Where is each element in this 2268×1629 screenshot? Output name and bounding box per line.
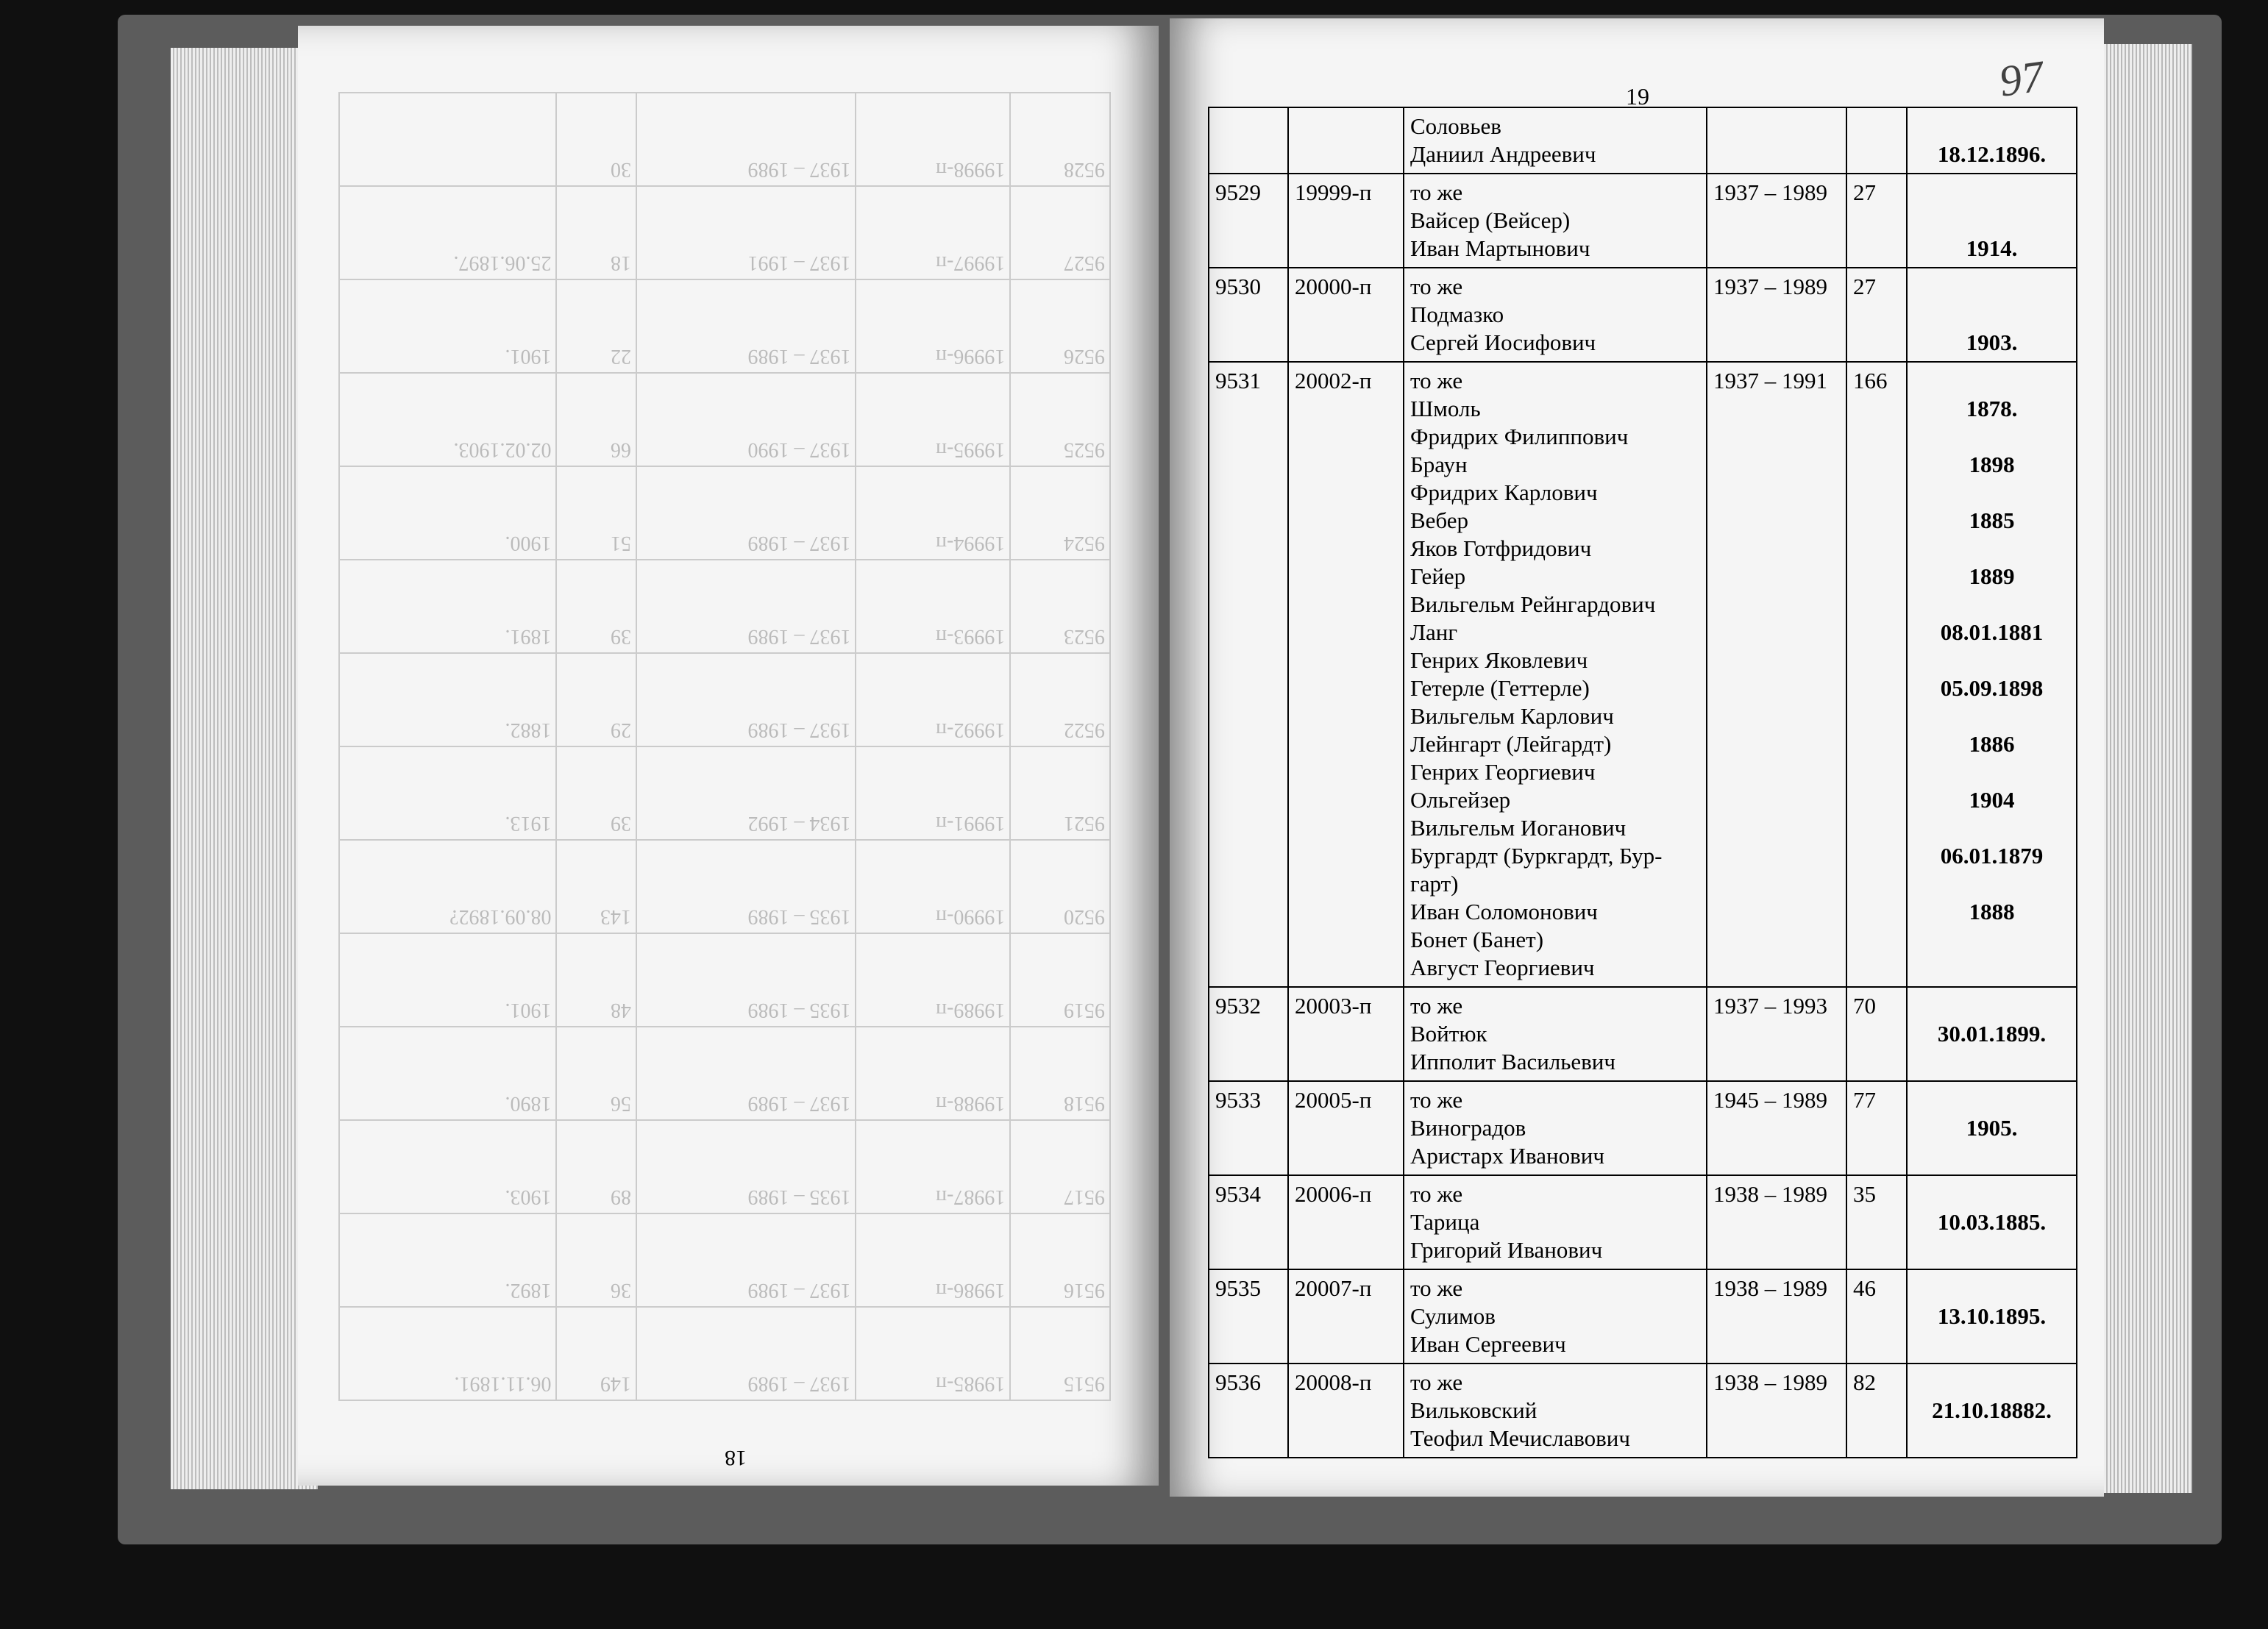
birth-date-line	[1913, 423, 2070, 451]
name-line: Август Георгиевич	[1410, 955, 1595, 980]
name-line: Сулимов	[1410, 1303, 1496, 1329]
birth-date-line	[1913, 591, 2070, 619]
name-line: то же	[1410, 1369, 1463, 1395]
ghost-count-cell: 36	[556, 1213, 636, 1307]
name-line: Соловьев	[1410, 113, 1501, 139]
sheet-count-cell: 70	[1846, 987, 1907, 1081]
name-line: Аристарх Иванович	[1410, 1143, 1604, 1169]
name-line: Тарица	[1410, 1209, 1480, 1235]
name-line: гарт)	[1410, 871, 1459, 897]
sheet-count-cell: 77	[1846, 1081, 1907, 1175]
years-cell: 1938 – 1989	[1707, 1364, 1846, 1458]
ghost-case-cell: 19992-п	[856, 653, 1010, 746]
birth-date-line	[1913, 479, 2070, 507]
ghost-case-cell: 19998-п	[856, 93, 1010, 186]
page-edges-right	[2097, 44, 2192, 1493]
ghost-row	[339, 279, 1110, 373]
birth-date-line	[1913, 870, 2070, 898]
name-line: Войтюк	[1410, 1021, 1487, 1047]
birth-date-line	[1913, 1425, 2070, 1452]
birth-date-cell	[1907, 268, 2077, 362]
birth-date-line	[1913, 273, 2070, 301]
table-row	[1209, 268, 2077, 362]
ghost-years-cell: 1937 – 1990	[636, 373, 856, 466]
name-line: Фридрих Филиппович	[1410, 424, 1629, 449]
birth-date-line: 30.01.1899.	[1937, 1021, 2047, 1047]
case-number-cell: 20008-п	[1288, 1364, 1404, 1458]
record-number-cell	[1209, 107, 1288, 174]
name-line: то же	[1410, 1087, 1463, 1113]
ghost-years-cell: 1937 – 1989	[636, 466, 856, 560]
name-line: Ипполит Васильевич	[1410, 1049, 1615, 1074]
ghost-count-cell: 39	[556, 746, 636, 840]
name-line: Вебер	[1410, 507, 1469, 533]
ghost-years-cell: 1937 – 1989	[636, 560, 856, 653]
case-number-cell: 20006-п	[1288, 1175, 1404, 1269]
birth-date-line	[1913, 535, 2070, 563]
birth-date-line	[1913, 113, 2070, 140]
birth-date-line: 08.01.1881	[1940, 619, 2044, 645]
ghost-case-cell: 19990-п	[856, 840, 1010, 933]
birth-date-cell	[1907, 107, 2077, 174]
birth-date-line	[1913, 1086, 2070, 1114]
ghost-row	[339, 1307, 1110, 1400]
table-row	[1209, 1081, 2077, 1175]
birth-date-line	[1913, 646, 2070, 674]
name-line: то же	[1410, 179, 1463, 205]
years-cell: 1937 – 1989	[1707, 174, 1846, 268]
ghost-case-cell: 19989-п	[856, 933, 1010, 1027]
ghost-row	[339, 746, 1110, 840]
ghost-no-cell: 9519	[1010, 933, 1110, 1027]
years-cell: 1937 – 1989	[1707, 268, 1846, 362]
ghost-case-cell: 19993-п	[856, 560, 1010, 653]
birth-date-line	[1913, 992, 2070, 1020]
table-row	[1209, 1269, 2077, 1364]
birth-date-line: 10.03.1885.	[1937, 1209, 2047, 1235]
name-cell	[1404, 1081, 1707, 1175]
name-cell	[1404, 1364, 1707, 1458]
ghost-date-cell	[339, 93, 556, 186]
birth-date-line: 1904	[1969, 787, 2015, 813]
ghost-no-cell: 9517	[1010, 1120, 1110, 1213]
birth-date-line	[1913, 702, 2070, 730]
birth-date-cell	[1907, 1081, 2077, 1175]
name-line: Лейнгарт (Лейгардт)	[1410, 731, 1612, 757]
ghost-case-cell: 19994-п	[856, 466, 1010, 560]
case-number-cell: 20002-п	[1288, 362, 1404, 987]
years-cell: 1938 – 1989	[1707, 1175, 1846, 1269]
ghost-row	[339, 840, 1110, 933]
ghost-count-cell: 149	[556, 1307, 636, 1400]
birth-date-line	[1913, 301, 2070, 329]
ghost-case-cell: 19997-п	[856, 186, 1010, 279]
name-cell	[1404, 174, 1707, 268]
ghost-years-cell: 1937 – 1989	[636, 1027, 856, 1120]
birth-date-cell	[1907, 1364, 2077, 1458]
record-number-cell: 9533	[1209, 1081, 1288, 1175]
name-line: Фридрих Карлович	[1410, 480, 1598, 505]
ghost-years-cell: 1937 – 1989	[636, 653, 856, 746]
name-line: Бонет (Банет)	[1410, 927, 1544, 952]
ghost-count-cell: 29	[556, 653, 636, 746]
birth-date-line: 1888	[1969, 899, 2015, 924]
name-line: то же	[1410, 1181, 1463, 1207]
record-number-cell: 9532	[1209, 987, 1288, 1081]
case-number-cell: 20007-п	[1288, 1269, 1404, 1364]
years-cell: 1937 – 1991	[1707, 362, 1846, 987]
birth-date-line: 1889	[1969, 563, 2015, 589]
ghost-years-cell: 1937 – 1989	[636, 1213, 856, 1307]
ghost-date-cell: 1891.	[339, 560, 556, 653]
birth-date-line: 1898	[1969, 452, 2015, 477]
birth-date-line: 1878.	[1966, 396, 2018, 421]
ghost-date-cell: 1901.	[339, 279, 556, 373]
name-line: Генрих Георгиевич	[1410, 759, 1596, 785]
ghost-count-cell: 66	[556, 373, 636, 466]
ghost-row	[339, 933, 1110, 1027]
name-line: Григорий Иванович	[1410, 1237, 1603, 1263]
name-cell	[1404, 107, 1707, 174]
ghost-no-cell: 9526	[1010, 279, 1110, 373]
ghost-no-cell: 9520	[1010, 840, 1110, 933]
birth-date-line: 18.12.1896.	[1937, 141, 2047, 167]
name-line: Виноградов	[1410, 1115, 1526, 1141]
name-line: Ланг	[1410, 619, 1458, 645]
birth-date-line	[1913, 758, 2070, 786]
ghost-count-cell: 39	[556, 560, 636, 653]
ghost-case-cell: 19986-п	[856, 1213, 1010, 1307]
name-line: Иван Соломонович	[1410, 899, 1598, 924]
name-line: Вильгельм Иоганович	[1410, 815, 1627, 841]
years-cell	[1707, 107, 1846, 174]
name-line: Браун	[1410, 452, 1468, 477]
birth-date-line	[1913, 1048, 2070, 1076]
right-page-number: 19	[1626, 83, 1649, 110]
ghost-date-cell: 25.06.1897.	[339, 186, 556, 279]
ghost-date-cell: 1882.	[339, 653, 556, 746]
birth-date-line: 21.10.18882.	[1932, 1397, 2052, 1423]
show-through-table	[338, 92, 1111, 1401]
ghost-row	[339, 186, 1110, 279]
name-line: Вильгельм Рейнгардович	[1410, 591, 1656, 617]
page-edges-left	[171, 48, 318, 1489]
name-line: Даниил Андреевич	[1410, 141, 1596, 167]
ghost-row	[339, 1213, 1110, 1307]
ghost-case-cell: 19985-п	[856, 1307, 1010, 1400]
ghost-date-cell: 08.09.1892?	[339, 840, 556, 933]
ghost-no-cell: 9518	[1010, 1027, 1110, 1120]
case-number-cell: 20003-п	[1288, 987, 1404, 1081]
records-table	[1208, 107, 2077, 1458]
ghost-date-cell: 02.02.1903.	[339, 373, 556, 466]
birth-date-line: 1886	[1969, 731, 2015, 757]
ghost-years-cell: 1937 – 1989	[636, 93, 856, 186]
sheet-count-cell: 27	[1846, 174, 1907, 268]
left-page	[298, 26, 1159, 1486]
name-line: Шмоль	[1410, 396, 1481, 421]
birth-date-line	[1913, 1142, 2070, 1170]
right-page	[1170, 18, 2104, 1497]
handwritten-folio-number: 97	[1996, 51, 2047, 106]
ghost-count-cell: 30	[556, 93, 636, 186]
ghost-no-cell: 9522	[1010, 653, 1110, 746]
case-number-cell: 20005-п	[1288, 1081, 1404, 1175]
ghost-date-cell: 06.11.1891.	[339, 1307, 556, 1400]
sheet-count-cell: 82	[1846, 1364, 1907, 1458]
ghost-row	[339, 373, 1110, 466]
years-cell: 1945 – 1989	[1707, 1081, 1846, 1175]
name-line: то же	[1410, 1275, 1463, 1301]
name-line: Ольгейзер	[1410, 787, 1511, 813]
birth-date-line	[1913, 1330, 2070, 1358]
name-cell	[1404, 1175, 1707, 1269]
ghost-count-cell: 143	[556, 840, 636, 933]
birth-date-line	[1913, 1180, 2070, 1208]
record-number-cell: 9530	[1209, 268, 1288, 362]
name-line: Яков Готфридович	[1410, 535, 1592, 561]
ghost-no-cell: 9516	[1010, 1213, 1110, 1307]
birth-date-cell	[1907, 174, 2077, 268]
record-number-cell: 9534	[1209, 1175, 1288, 1269]
name-cell	[1404, 987, 1707, 1081]
record-number-cell: 9536	[1209, 1364, 1288, 1458]
ghost-count-cell: 89	[556, 1120, 636, 1213]
name-line: то же	[1410, 368, 1463, 393]
table-row	[1209, 987, 2077, 1081]
ghost-case-cell: 19996-п	[856, 279, 1010, 373]
ghost-no-cell: 9528	[1010, 93, 1110, 186]
name-line: Генрих Яковлевич	[1410, 647, 1588, 673]
ghost-years-cell: 1935 – 1989	[636, 1120, 856, 1213]
ghost-years-cell: 1937 – 1989	[636, 1307, 856, 1400]
birth-date-cell	[1907, 362, 2077, 987]
ghost-no-cell: 9525	[1010, 373, 1110, 466]
name-line: Сергей Иосифович	[1410, 329, 1596, 355]
birth-date-line: 13.10.1895.	[1937, 1303, 2047, 1329]
ghost-years-cell: 1935 – 1989	[636, 840, 856, 933]
ghost-row	[339, 466, 1110, 560]
birth-date-line	[1913, 926, 2070, 954]
birth-date-line	[1913, 207, 2070, 235]
birth-date-line	[1913, 1275, 2070, 1302]
ghost-case-cell: 19991-п	[856, 746, 1010, 840]
birth-date-cell	[1907, 987, 2077, 1081]
name-line: Гетерле (Геттерле)	[1410, 675, 1590, 701]
ghost-row	[339, 560, 1110, 653]
ghost-count-cell: 18	[556, 186, 636, 279]
name-line: то же	[1410, 993, 1463, 1019]
ghost-date-cell: 1913.	[339, 746, 556, 840]
ghost-row	[339, 1120, 1110, 1213]
name-line: Гейер	[1410, 563, 1466, 589]
name-line: Теофил Мечиславович	[1410, 1425, 1630, 1451]
ghost-no-cell: 9515	[1010, 1307, 1110, 1400]
table-row	[1209, 1175, 2077, 1269]
name-line: Вильковский	[1410, 1397, 1538, 1423]
case-number-cell: 19999-п	[1288, 174, 1404, 268]
ghost-count-cell: 51	[556, 466, 636, 560]
table-row	[1209, 362, 2077, 987]
ghost-no-cell: 9527	[1010, 186, 1110, 279]
name-cell	[1404, 1269, 1707, 1364]
ghost-years-cell: 1937 – 1989	[636, 279, 856, 373]
years-cell: 1937 – 1993	[1707, 987, 1846, 1081]
name-cell	[1404, 268, 1707, 362]
ghost-count-cell: 22	[556, 279, 636, 373]
case-number-cell: 20000-п	[1288, 268, 1404, 362]
birth-date-line: 05.09.1898	[1940, 675, 2044, 701]
birth-date-line	[1913, 367, 2070, 395]
birth-date-line	[1913, 179, 2070, 207]
ghost-date-cell: 1901.	[339, 933, 556, 1027]
ghost-case-cell: 19988-п	[856, 1027, 1010, 1120]
birth-date-line	[1913, 1369, 2070, 1397]
ghost-date-cell: 1903.	[339, 1120, 556, 1213]
sheet-count-cell: 35	[1846, 1175, 1907, 1269]
ghost-row	[339, 653, 1110, 746]
birth-date-line: 1905.	[1966, 1115, 2018, 1141]
record-number-cell: 9535	[1209, 1269, 1288, 1364]
sheet-count-cell: 166	[1846, 362, 1907, 987]
record-number-cell: 9531	[1209, 362, 1288, 987]
birth-date-line	[1913, 1236, 2070, 1264]
birth-date-line: 1914.	[1966, 235, 2018, 261]
sheet-count-cell: 27	[1846, 268, 1907, 362]
ghost-row	[339, 93, 1110, 186]
case-number-cell	[1288, 107, 1404, 174]
ghost-count-cell: 48	[556, 933, 636, 1027]
ghost-date-cell: 1890.	[339, 1027, 556, 1120]
ghost-case-cell: 19987-п	[856, 1120, 1010, 1213]
name-line: Иван Мартынович	[1410, 235, 1590, 261]
years-cell: 1938 – 1989	[1707, 1269, 1846, 1364]
table-row	[1209, 1364, 2077, 1458]
birth-date-cell	[1907, 1269, 2077, 1364]
left-page-number: 18	[725, 1446, 747, 1470]
table-row	[1209, 174, 2077, 268]
table-row	[1209, 107, 2077, 174]
name-line: Вильгельм Карлович	[1410, 703, 1614, 729]
name-line: Подмазко	[1410, 302, 1504, 327]
ghost-no-cell: 9523	[1010, 560, 1110, 653]
ghost-date-cell: 1892.	[339, 1213, 556, 1307]
name-line: Иван Сергеевич	[1410, 1331, 1566, 1357]
ghost-date-cell: 1900.	[339, 466, 556, 560]
name-line: Вайсер (Вейсер)	[1410, 207, 1571, 233]
name-line: то же	[1410, 274, 1463, 299]
birth-date-line: 06.01.1879	[1940, 843, 2044, 869]
ghost-no-cell: 9524	[1010, 466, 1110, 560]
birth-date-line: 1903.	[1966, 329, 2018, 355]
name-cell	[1404, 362, 1707, 987]
ghost-no-cell: 9521	[1010, 746, 1110, 840]
birth-date-line: 1885	[1969, 507, 2015, 533]
ghost-row	[339, 1027, 1110, 1120]
birth-date-line	[1913, 954, 2070, 982]
birth-date-line	[1913, 814, 2070, 842]
ghost-years-cell: 1935 – 1989	[636, 933, 856, 1027]
record-number-cell: 9529	[1209, 174, 1288, 268]
ghost-case-cell: 19995-п	[856, 373, 1010, 466]
ghost-years-cell: 1934 – 1992	[636, 746, 856, 840]
ghost-count-cell: 56	[556, 1027, 636, 1120]
sheet-count-cell	[1846, 107, 1907, 174]
ghost-years-cell: 1937 – 1991	[636, 186, 856, 279]
name-line: Бургардт (Буркгардт, Бур-	[1410, 843, 1663, 869]
sheet-count-cell: 46	[1846, 1269, 1907, 1364]
birth-date-cell	[1907, 1175, 2077, 1269]
